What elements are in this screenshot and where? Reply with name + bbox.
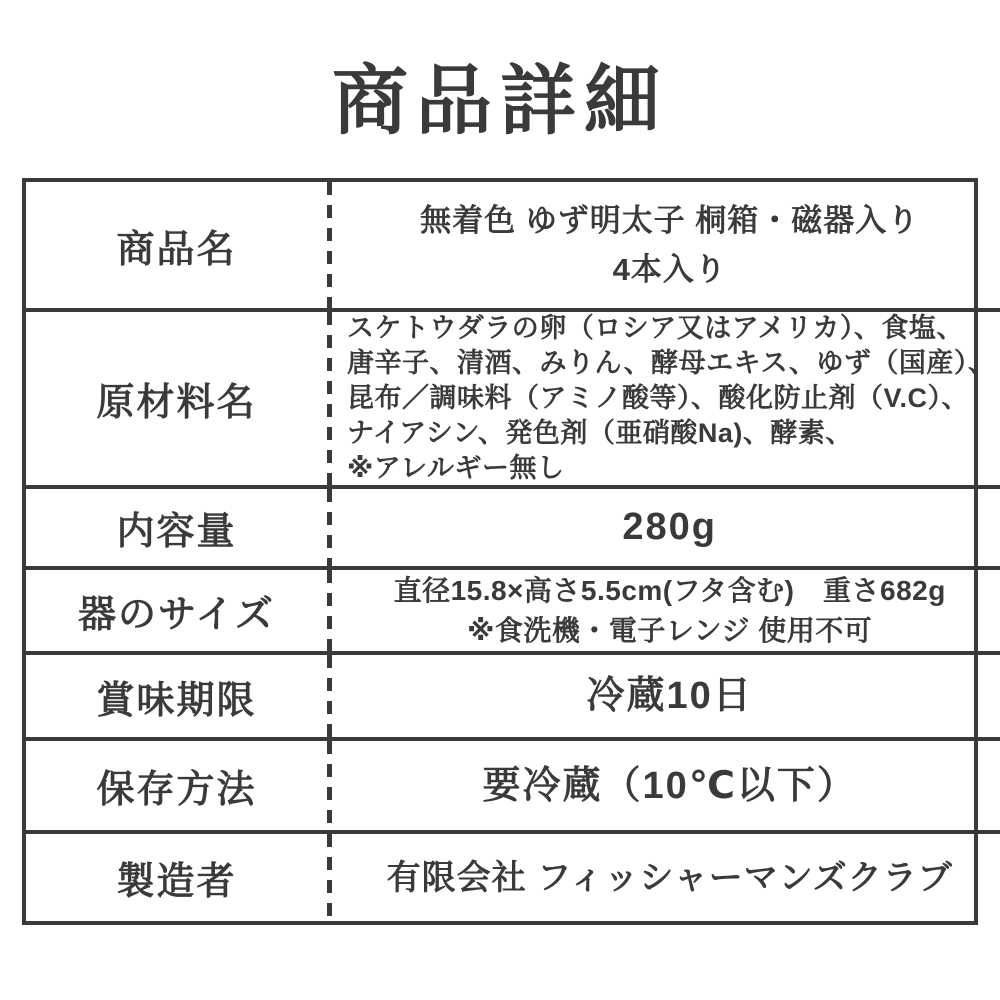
row-value-storage-method — [327, 741, 1000, 830]
row-label-container-size: 器のサイズ — [78, 594, 275, 637]
row-value-product-name — [327, 182, 1000, 308]
row-label-ingredients: 原材料名 — [96, 382, 257, 425]
product-spec-table — [22, 178, 996, 925]
row-value-best-before — [327, 655, 1000, 737]
table-row-container-size — [26, 566, 1000, 652]
row-value-ingredients — [327, 312, 1000, 485]
value-line: 冷蔵10日 — [586, 675, 753, 718]
value-line: 昆布／調味料（アミノ酸等）、酸化防止剤（V.C）、 — [347, 383, 970, 414]
value-line: ※アレルギー無し — [347, 453, 565, 484]
row-label-net-content: 内容量 — [116, 510, 237, 553]
row-label-product-name: 商品名 — [116, 228, 237, 271]
value-line: ※食洗機・電子レンジ 使用不可 — [467, 614, 873, 646]
value-line: 無着色 ゆず明太子 桐箱・磁器入り — [420, 203, 920, 239]
table-row-product-name — [26, 182, 1000, 308]
table-row-ingredients — [26, 308, 1000, 485]
row-value-container-size — [327, 570, 1000, 652]
table-row-net-content — [26, 485, 1000, 566]
value-line: 4本入り — [612, 252, 727, 288]
value-line: ナイアシン、発色剤（亜硝酸Na)、酵素、 — [347, 418, 853, 449]
table-row-best-before — [26, 651, 1000, 737]
page-title: 商品詳細 — [332, 59, 668, 144]
row-label-storage-method: 保存方法 — [96, 769, 257, 812]
value-line: 要冷蔵（10℃以下） — [482, 764, 857, 807]
value-line: 280g — [622, 506, 717, 549]
table-row-storage-method — [26, 737, 1000, 830]
row-label-manufacturer: 製造者 — [116, 861, 237, 904]
row-value-net-content — [327, 489, 1000, 566]
value-line: 有限会社 フィッシャーマンズクラブ — [386, 858, 953, 897]
row-value-manufacturer — [327, 834, 1000, 921]
value-line: 直径15.8×高さ5.5cm(フタ含む) 重さ682g — [393, 574, 946, 606]
value-line: 唐辛子、清酒、みりん、酵母エキス、ゆず（国産）、 — [347, 348, 996, 379]
value-line: スケトウダラの卵（ロシア又はアメリカ）、食塩、 — [347, 313, 964, 344]
table-row-manufacturer — [26, 830, 1000, 921]
row-label-best-before: 賞味期限 — [96, 679, 257, 722]
